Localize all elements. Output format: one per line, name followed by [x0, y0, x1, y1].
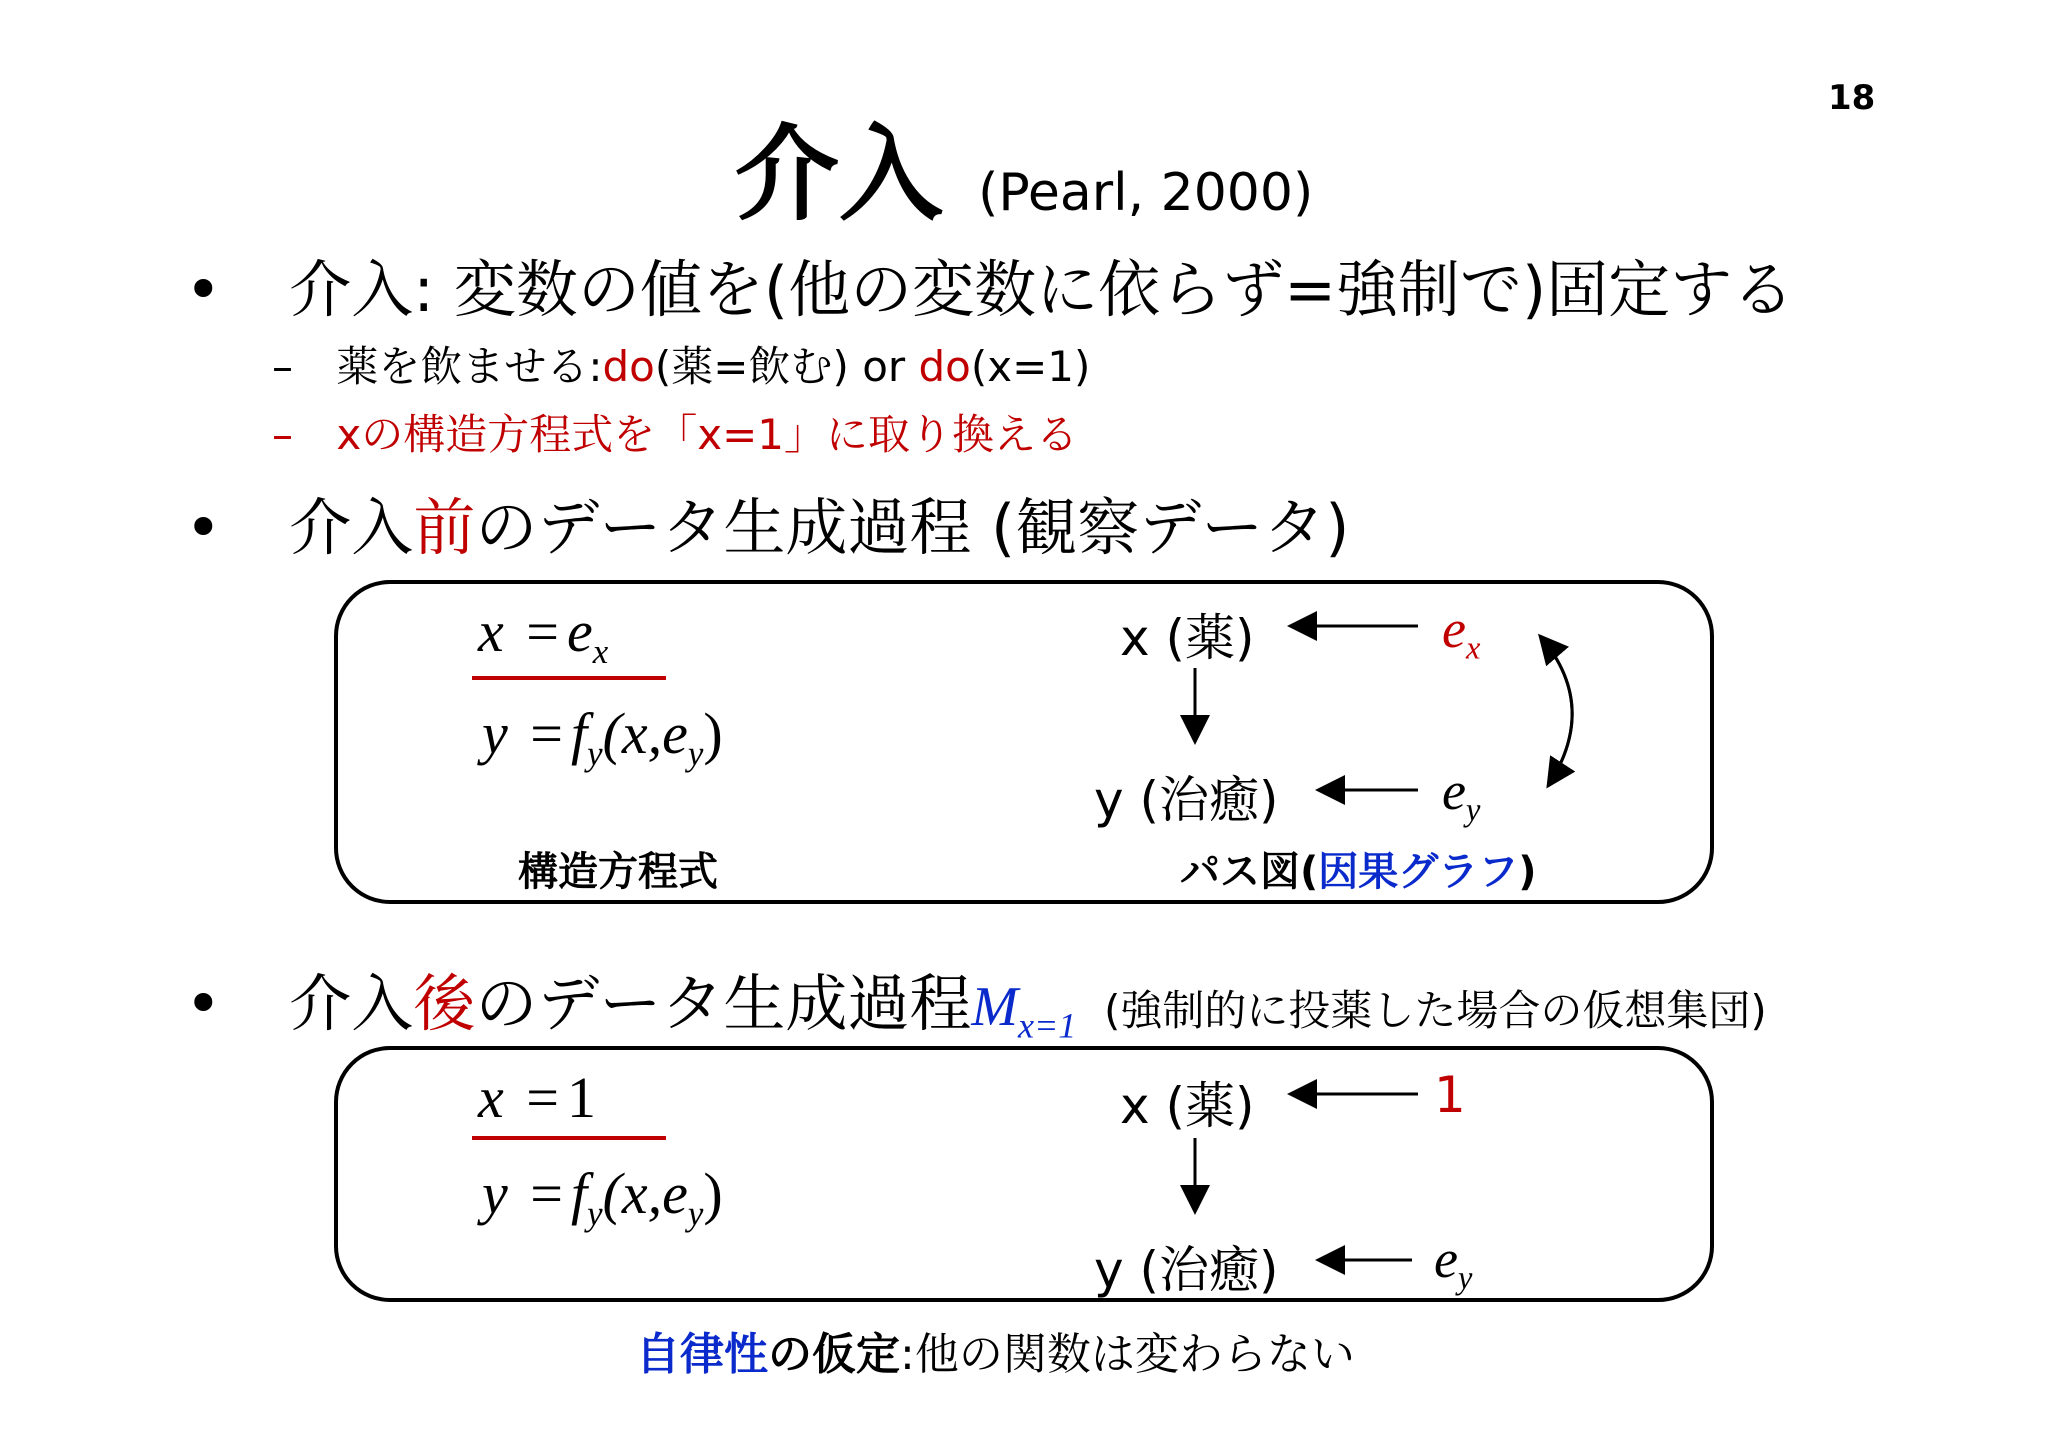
path-label-pre: パス図(	[1180, 849, 1319, 895]
sub1-suffix: (x=1)	[970, 342, 1091, 391]
page-number: 18	[1828, 78, 1876, 118]
node-ey-base: e	[1442, 761, 1466, 821]
eq-sign: =	[526, 1065, 559, 1130]
b2-post: のデータ生成過程 (観察データ)	[475, 491, 1350, 564]
title-citation: (Pearl, 2000)	[978, 163, 1314, 223]
eq-e: e	[662, 701, 688, 766]
eq-e-sub: y	[687, 1194, 704, 1234]
eq-y-after	[482, 1160, 723, 1234]
dash: –	[272, 410, 293, 459]
node-ey-sub: y	[1457, 1260, 1473, 1297]
title-main: 介入	[735, 113, 944, 235]
node-one: 1	[1434, 1066, 1466, 1124]
eq-sign: =	[526, 599, 559, 664]
bullet-dot: •	[185, 253, 222, 326]
eq-rhs-sub: x	[592, 632, 609, 672]
eq-lhs: x	[478, 1065, 504, 1130]
sub-bullet-1	[272, 334, 1090, 394]
assumption-text: :他の関数は変わらない	[900, 1329, 1355, 1380]
eq-y-before	[482, 700, 723, 774]
b3-post: のデータ生成過程	[475, 967, 972, 1040]
sub1-mid: (薬=飲む) or	[654, 342, 919, 391]
node-ey-base: e	[1434, 1229, 1458, 1289]
eq-x-after	[478, 1064, 596, 1131]
eq-sign: =	[530, 1161, 563, 1226]
node-ex	[1442, 598, 1481, 667]
eq-lhs: y	[482, 701, 508, 766]
sub1-prefix: 薬を飲ませる:	[336, 342, 603, 391]
autonomy-assumption	[636, 1318, 1355, 1382]
b3-pre: 介入	[289, 967, 414, 1040]
eq-close: )	[703, 1161, 723, 1226]
eq-args: (x,	[602, 1161, 663, 1226]
bullet-dot: •	[185, 967, 222, 1040]
sub2-text: xの構造方程式を「x=1」に取り換える	[336, 410, 1078, 459]
path-label-post: )	[1518, 849, 1537, 895]
node-x: x (薬)	[1120, 609, 1255, 667]
node-y-after: y (治癒)	[1094, 1241, 1279, 1299]
node-ey-sub: y	[1465, 792, 1481, 829]
bullet-dot: •	[185, 491, 222, 564]
eq-func-sub: y	[587, 1194, 603, 1234]
do-operator-1: do	[602, 342, 655, 391]
label-path-diagram	[1180, 840, 1537, 897]
bullet-2	[185, 478, 1349, 567]
eq-e-sub: y	[687, 734, 704, 774]
node-ey-after	[1434, 1228, 1473, 1297]
b3-highlight: 後	[413, 967, 476, 1040]
eq-func-sub: y	[587, 734, 603, 774]
red-underline	[472, 676, 666, 680]
eq-rhs: e	[566, 599, 593, 664]
eq-func: f	[570, 701, 588, 766]
b2-pre: 介入	[289, 491, 414, 564]
model-symbol: M	[971, 976, 1018, 1038]
node-ex-base: e	[1442, 599, 1466, 659]
red-underline	[472, 1136, 666, 1140]
do-operator-2: do	[918, 342, 971, 391]
b2-highlight: 前	[413, 491, 476, 564]
bullet-1	[185, 240, 1794, 329]
eq-lhs: x	[478, 599, 504, 664]
eq-rhs: 1	[566, 1065, 596, 1130]
node-ey	[1442, 760, 1481, 829]
eq-close: )	[703, 701, 723, 766]
b3-note: (強制的に投薬した場合の仮想集団)	[1104, 986, 1767, 1035]
bullet-1-text: 介入: 変数の値を(他の変数に依らず=強制で)固定する	[289, 253, 1795, 326]
sub-bullet-2	[272, 402, 1078, 462]
slide-title	[735, 90, 1313, 240]
model-subscript: x=1	[1018, 1005, 1077, 1046]
assumption-label: の仮定	[768, 1329, 900, 1380]
causal-graph-label: 因果グラフ	[1318, 849, 1519, 895]
eq-e: e	[662, 1161, 688, 1226]
node-y: y (治癒)	[1094, 771, 1279, 829]
autonomy-label: 自律性	[636, 1329, 768, 1380]
node-ex-sub: x	[1465, 630, 1481, 667]
node-x-after: x (薬)	[1120, 1077, 1255, 1135]
eq-x-before	[478, 598, 609, 672]
eq-sign: =	[530, 701, 563, 766]
eq-lhs: y	[482, 1161, 508, 1226]
label-structural-equations: 構造方程式	[518, 849, 718, 895]
eq-func: f	[570, 1161, 588, 1226]
dash: –	[272, 342, 293, 391]
eq-args: (x,	[602, 701, 663, 766]
bullet-3	[185, 954, 1767, 1046]
